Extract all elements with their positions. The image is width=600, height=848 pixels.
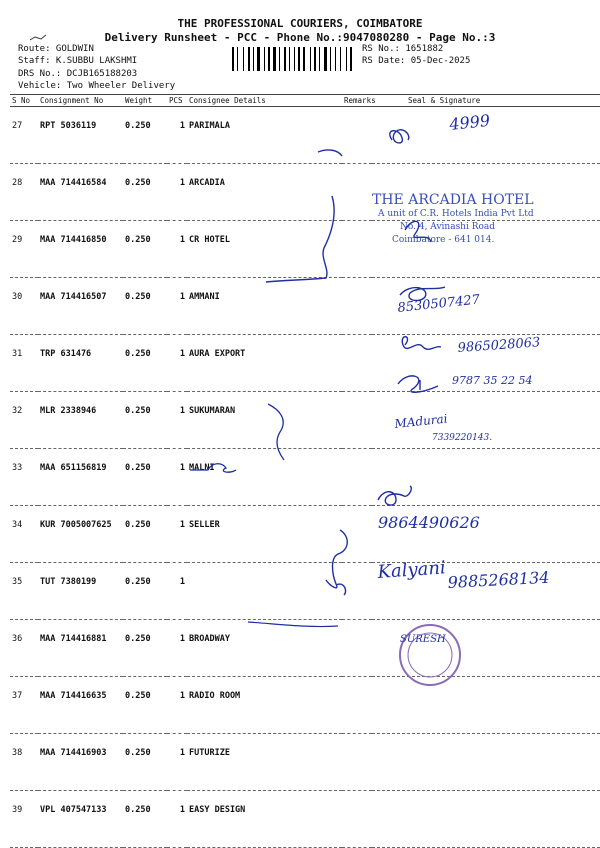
cell-seal-signature [372,506,600,563]
barcode-bar [312,47,313,71]
header-seal: Seal & Signature [372,95,600,107]
cell-sno: 35 [10,563,38,620]
cell-remarks [342,392,372,449]
cell-seal-signature [372,392,600,449]
barcode-bar [298,47,300,71]
table-row [10,221,600,278]
barcode-bar [340,47,341,71]
barcode-bar [348,47,349,71]
cell-consignment-no: KUR 7005007625 [38,506,123,563]
barcode-bar [342,47,345,71]
cell-remarks [342,620,372,677]
handwritten-phone-34: 7339220143. [432,433,493,443]
cell-remarks [342,164,372,221]
cell-remarks [342,677,372,734]
runsheet-subtitle: Delivery Runsheet - PCC - Phone No.:9047080280 - Page No.:3 [104,31,496,44]
cell-pcs: 1 [167,278,187,335]
cell-pcs: 1 [167,164,187,221]
table-row [10,335,600,392]
barcode-bar [296,47,297,71]
handwritten-phone-32: 9865028063 [457,335,541,356]
runsheet-table [10,94,600,848]
table-row [10,563,600,620]
cell-consignee: MALNI [187,449,342,506]
cell-seal-signature [372,278,600,335]
cell-remarks [342,563,372,620]
barcode-bar [328,47,329,71]
barcode-bar [235,47,236,71]
cell-seal-signature [372,791,600,848]
cell-seal-signature [372,107,600,164]
cell-weight: 0.250 [123,734,167,791]
barcode-bar [350,47,352,71]
cell-consignee: SELLER [187,506,342,563]
cell-weight: 0.250 [123,221,167,278]
barcode-bar [253,47,254,71]
cell-consignment-no: MAA 714416584 [38,164,123,221]
header-consignment: Consignment No [38,95,123,107]
barcode-bar [301,47,302,71]
cell-consignment-no: MAA 714416881 [38,620,123,677]
cell-consignee: FUTURIZE [187,734,342,791]
barcode-bar [310,47,311,71]
handwritten-phone-36: 9864490626 [378,513,480,532]
barcode-bar [248,47,250,71]
barcode-bar [321,47,323,71]
cell-consignment-no: MAA 714416850 [38,221,123,278]
barcode-bar [330,47,331,71]
barcode-bar [314,47,316,71]
table-row [10,449,600,506]
barcode-bar [335,47,336,71]
cell-pcs: 1 [167,506,187,563]
cell-consignment-no: MAA 651156819 [38,449,123,506]
cell-weight: 0.250 [123,335,167,392]
barcode-bar [266,47,267,71]
barcode-bar [237,47,238,71]
cell-consignment-no: MAA 714416507 [38,278,123,335]
barcode-bar [346,47,347,71]
barcode-bar [332,47,334,71]
handwritten-phone-38: 9885268134 [447,567,550,592]
staff-info: Staff: K.SUBBU LAKSHMI [18,56,138,66]
runsheet-title: THE PROFESSIONAL COURIERS, COIMBATORE [177,17,423,30]
cell-sno: 30 [10,278,38,335]
cell-consignment-no: RPT 5036119 [38,107,123,164]
cell-seal-signature [372,677,600,734]
cell-pcs: 1 [167,620,187,677]
table-row [10,107,600,164]
cell-weight: 0.250 [123,449,167,506]
cell-remarks [342,335,372,392]
rs-number: RS No.: 1651882 [362,44,444,54]
barcode-bar [243,47,244,71]
barcode-bar [251,47,252,71]
handwritten-name-38: Kalyani [376,557,447,583]
cell-remarks [342,107,372,164]
cell-consignee: ARCADIA [187,164,342,221]
cell-sno: 38 [10,734,38,791]
cell-seal-signature [372,221,600,278]
barcode-bar [271,47,272,71]
stamp-line-2: No. 4, Avinashi Road [400,222,496,232]
cell-weight: 0.250 [123,677,167,734]
cell-weight: 0.250 [123,107,167,164]
handwritten-phone-27: 4999 [448,110,491,134]
handwritten-phone-31: 8530507427 [396,292,481,316]
barcode-bar [255,47,256,71]
cell-seal-signature [372,563,600,620]
header-remarks: Remarks [344,96,376,105]
cell-weight: 0.250 [123,506,167,563]
barcode-bar [287,47,288,71]
rs-date: RS Date: 05-Dec-2025 [362,56,471,66]
cell-seal-signature [372,335,600,392]
route-info: Route: GOLDWIN [18,44,94,54]
cell-consignment-no: VPL 407547133 [38,791,123,848]
barcode-bar [324,47,327,71]
cell-consignee: SUKUMARAN [187,392,342,449]
cell-weight: 0.250 [123,392,167,449]
cell-weight: 0.250 [123,164,167,221]
cell-consignment-no: MAA 714416903 [38,734,123,791]
header-pcs: PCS [167,95,187,107]
stamp-line-3: Coimbatore - 641 014. [392,235,495,245]
cell-pcs: 1 [167,677,187,734]
table-row [10,791,600,848]
barcode-bar [279,47,280,71]
barcode [232,47,356,71]
handwritten-name-39: SURESH [400,634,446,645]
barcode-bar [353,47,355,71]
cell-seal-signature [372,734,600,791]
cell-weight: 0.250 [123,278,167,335]
cell-consignee: BROADWAY [187,620,342,677]
cell-pcs: 1 [167,449,187,506]
barcode-bar [245,47,247,71]
cell-sno: 34 [10,506,38,563]
cell-weight: 0.250 [123,563,167,620]
cell-pcs: 1 [167,221,187,278]
barcode-bar [232,47,234,71]
handwritten-name-34: MAdurai [393,411,449,431]
cell-pcs: 1 [167,563,187,620]
barcode-bar [290,47,293,71]
table-row [10,392,600,449]
cell-sno: 27 [10,107,38,164]
stamp-line-1: A unit of C.R. Hotels India Pvt Ltd [378,209,534,219]
cell-remarks [342,734,372,791]
cell-consignee: AURA EXPORT [187,335,342,392]
cell-pcs: 1 [167,791,187,848]
handwritten-phone-33: 9787 35 22 54 [452,374,533,387]
cell-sno: 37 [10,677,38,734]
cell-remarks [342,506,372,563]
barcode-bar [306,47,309,71]
cell-sno: 29 [10,221,38,278]
barcode-bar [284,47,286,71]
table-row [10,164,600,221]
cell-remarks [342,449,372,506]
barcode-bar [294,47,295,71]
header-consignee: Consignee Details [187,95,342,107]
barcode-bar [289,47,290,71]
cell-seal-signature [372,449,600,506]
cell-remarks [342,221,372,278]
cell-consignment-no: TUT 7380199 [38,563,123,620]
cell-pcs: 1 [167,107,187,164]
stamp-hotel-name: THE ARCADIA HOTEL [372,192,534,208]
barcode-bar [319,47,320,71]
barcode-bar [268,47,270,71]
table-row [10,620,600,677]
cell-sno: 31 [10,335,38,392]
barcode-bar [273,47,276,71]
table-row [10,278,600,335]
cell-consignee: PARIMALA [187,107,342,164]
cell-consignee: AMMANI [187,278,342,335]
cell-pcs: 1 [167,734,187,791]
barcode-bar [239,47,242,71]
barcode-bar [257,47,260,71]
barcode-bar [261,47,263,71]
table-row [10,734,600,791]
cell-weight: 0.250 [123,620,167,677]
cell-consignee: EASY DESIGN [187,791,342,848]
cell-seal-signature [372,620,600,677]
vehicle-info: Vehicle: Two Wheeler Delivery [18,81,176,91]
cell-consignee: RADIO ROOM [187,677,342,734]
table-row [10,506,600,563]
cell-consignee: CR HOTEL [187,221,342,278]
cell-remarks [342,278,372,335]
cell-consignment-no: TRP 631476 [38,335,123,392]
barcode-bar [281,47,283,71]
cell-remarks [342,791,372,848]
barcode-bar [264,47,265,71]
cell-seal-signature [372,164,600,221]
drs-info: DRS No.: DCJB165188203 [18,69,138,79]
barcode-bar [317,47,318,71]
header-weight: Weight [123,95,167,107]
barcode-bar [303,47,305,71]
cell-sno: 36 [10,620,38,677]
cell-pcs: 1 [167,392,187,449]
cell-weight: 0.250 [123,791,167,848]
cell-sno: 39 [10,791,38,848]
cell-sno: 33 [10,449,38,506]
cell-consignee [187,563,342,620]
barcode-bar [337,47,339,71]
header-sno: S No [10,95,38,107]
cell-pcs: 1 [167,335,187,392]
barcode-bar [277,47,278,71]
table-row [10,677,600,734]
cell-sno: 32 [10,392,38,449]
table-header-row [10,95,600,107]
cell-sno: 28 [10,164,38,221]
cell-consignment-no: MLR 2338946 [38,392,123,449]
cell-consignment-no: MAA 714416635 [38,677,123,734]
